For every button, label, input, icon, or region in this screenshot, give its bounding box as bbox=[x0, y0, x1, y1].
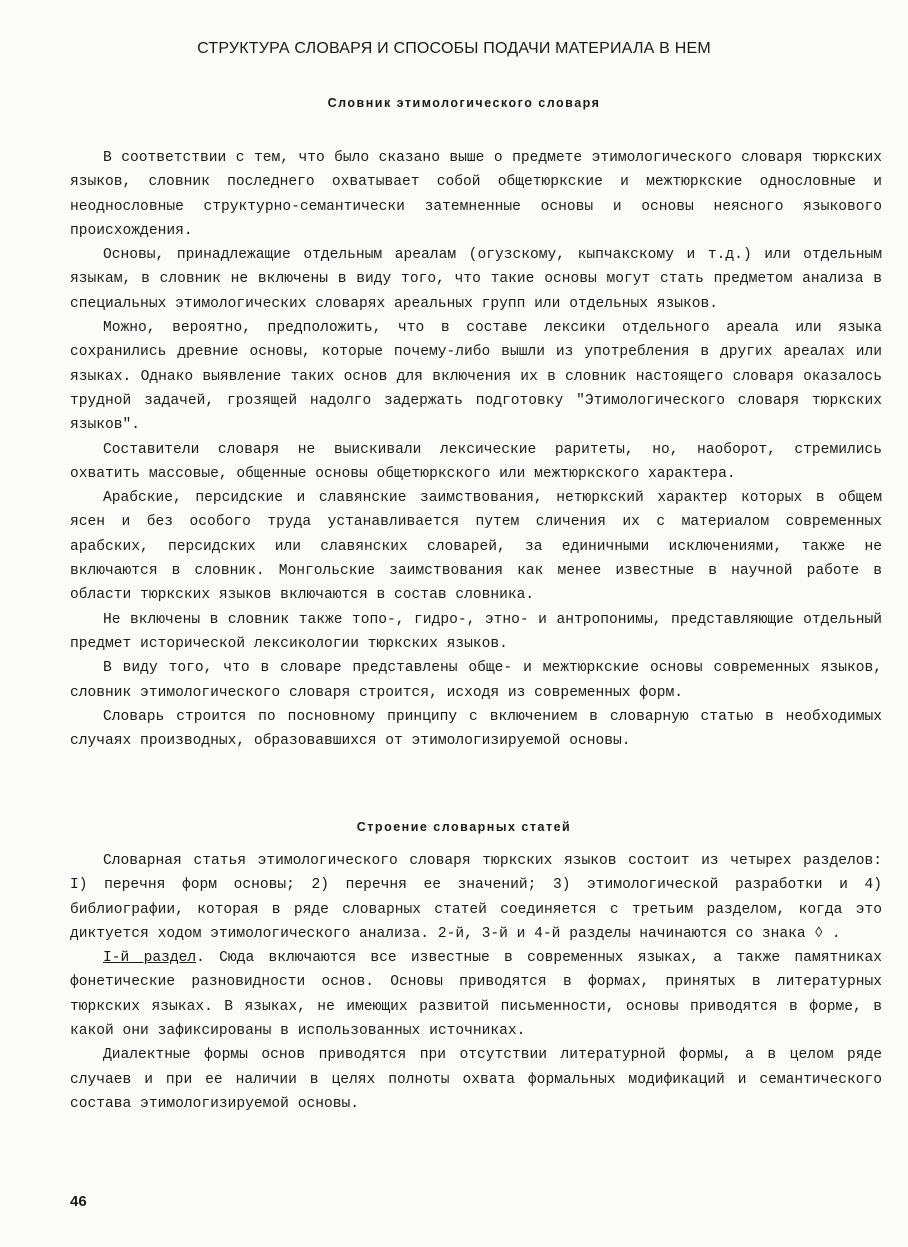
paragraph: Диалектные формы основ приводятся при отсутствии литературной формы, а в целом ряде случаев и при ее наличии в целях полноты охвата формальных модификаций и семантического состава этимологизируемой основы. bbox=[70, 1047, 882, 1112]
paragraph: Можно, вероятно, предположить, что в составе лексики отдельного ареала или языка сохранились древние основы, которые почему-либо вышли из употребления в других ареалах или языках. Однако выявление таких основ для включения их в словник настоящего словаря оказалось трудной задачей, грозящей надолго задержать подготовку "Этимологического словаря тюркских языков". bbox=[70, 320, 882, 434]
paragraph: Словарная статья этимологического словаря тюркских языков состоит из четырех разделов: I) перечня форм основы; 2) перечня ее значений; 3) этимологической разработки и 4) библиографии, которая в ряде словарных статей соединяется с третьим разделом, когда это диктуется ходом этимологического анализа. 2-й, 3-й и 4-й разделы начинаются со знака ◊ . bbox=[70, 853, 882, 942]
paragraph: В виду того, что в словаре представлены обще- и межтюркские основы современных языков, словник этимологического словаря строится, исходя из современных форм. bbox=[70, 660, 882, 701]
section-title-entry-structure: Строение словарных статей bbox=[356, 820, 572, 834]
running-head: СТРУКТУРА СЛОВАРЯ И СПОСОБЫ ПОДАЧИ МАТЕРИАЛА В НЕМ bbox=[197, 40, 711, 57]
subsection-label: I-й раздел bbox=[103, 950, 197, 967]
section-body-entry-structure bbox=[70, 849, 882, 1116]
subsection-text: . Сюда включаются все известные в современных языках, а также памятниках фонетические разновидности основ. Основы приводятся в формах, принятых в литературных тюркских языках. В языках, не имеющих развитой письменности, основы приводятся в форме, в какой они зафиксированы в использованных источниках. bbox=[70, 950, 883, 1040]
paragraph: Основы, принадлежащие отдельным ареалам (огузскому, кыпчакскому и т.д.) или отдельным языкам, в словник не включены в виду того, что такие основы могут стать предметом анализа в специальных этимологических словарях ареальных групп или отдельных языков. bbox=[70, 247, 882, 312]
section-body-wordlist bbox=[70, 146, 882, 753]
page-number: 46 bbox=[70, 1193, 87, 1210]
paragraph: Арабские, персидские и славянские заимствования, нетюркский характер которых в общем ясен и без особого труда устанавливается путем сличения их с материалом современных арабских, персидских или славянских словарей, за единичными исключениями, также не включаются в словник. Монгольские заимствования как менее известные в научной работе в области тюркских языков включаются в состав словника. bbox=[70, 490, 882, 604]
paragraph: Не включены в словник также топо-, гидро-, этно- и антропонимы, представляющие отдельный предмет исторической лексикологии тюркских языков. bbox=[70, 611, 882, 652]
paragraph: В соответствии с тем, что было сказано выше о предмете этимологического словаря тюркских языков, словник последнего охватывает собой общетюркские и межтюркские однословные и неоднословные структурно-семантически затемненные основы и основы неясного языкового происхождения. bbox=[70, 150, 882, 239]
paragraph-section-one bbox=[70, 946, 882, 1043]
paragraph: Составители словаря не выискивали лексические раритеты, но, наоборот, стремились охватить массовые, общенные основы общетюркского или межтюркского характера. bbox=[70, 441, 882, 482]
paragraph: Словарь строится по посновному принципу с включением в словарную статью в необходимых случаях производных, образовавшихся от этимологизируемой основы. bbox=[70, 708, 882, 750]
section-title-wordlist: Словник этимологического словаря bbox=[327, 96, 601, 110]
